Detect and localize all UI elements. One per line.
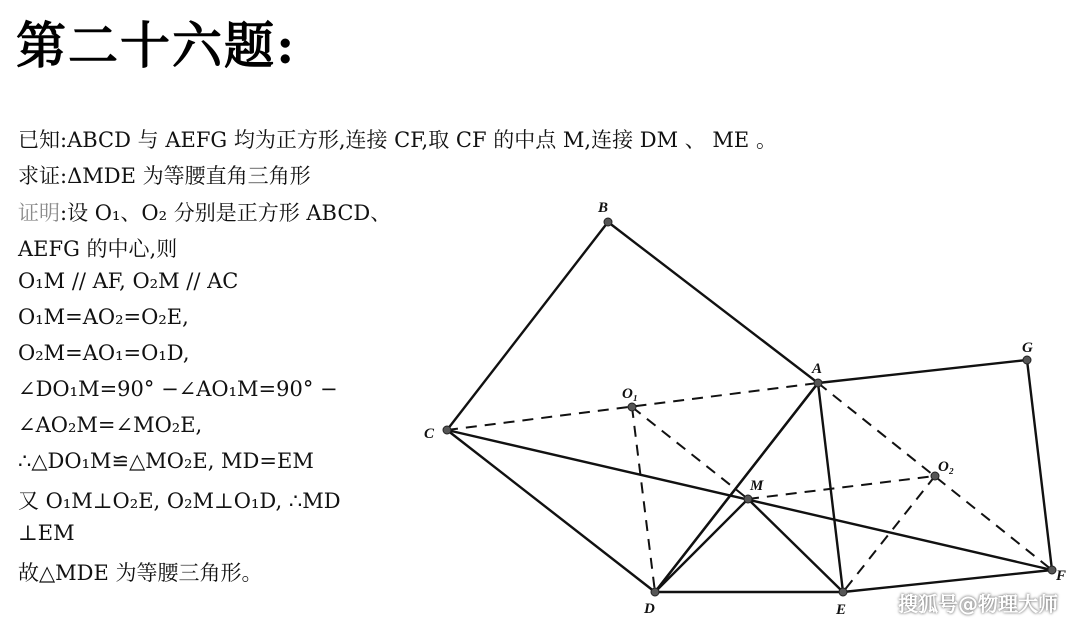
label-o2: O₂ — [938, 459, 955, 475]
problem-title: 第二十六题: — [16, 16, 297, 75]
label-f: F — [1056, 568, 1067, 584]
proof-line-5: O₂M=AO₁=O₁D, — [18, 341, 190, 365]
point-o1 — [628, 403, 636, 411]
label-c: C — [424, 426, 435, 442]
point-g — [1023, 356, 1031, 364]
point-d — [651, 588, 659, 596]
point-f — [1048, 566, 1056, 574]
segment-me — [748, 499, 843, 592]
label-a: A — [812, 361, 823, 377]
point-e — [839, 588, 847, 596]
segment-dm — [655, 499, 748, 592]
proof-line-6: ∠DO₁M=90° −∠AO₁M=90° − — [18, 377, 338, 401]
watermark: 搜狐号@物理大师 — [898, 592, 1058, 616]
proof-line-3: O₁M // AF, O₂M // AC — [18, 269, 239, 293]
prove-statement: 求证:ΔMDE 为等腰直角三角形 — [18, 164, 311, 188]
label-d: D — [644, 601, 655, 617]
dashed-o2e — [843, 476, 935, 592]
label-m: M — [750, 478, 764, 494]
proof-line-9: 又 O₁M⊥O₂E, O₂M⊥O₁D, ∴MD — [18, 489, 341, 513]
dashed-o1d — [632, 407, 655, 592]
segment-da — [655, 383, 818, 592]
proof-line-1-text: :设 O₁、O₂ 分别是正方形 ABCD、 — [60, 201, 392, 225]
label-b: B — [598, 200, 609, 216]
point-b — [604, 218, 612, 226]
proof-line-7: ∠AO₂M=∠MO₂E, — [18, 413, 203, 437]
point-c — [443, 426, 451, 434]
dashed-mo2 — [748, 476, 935, 499]
proof-line-2: AEFG 的中心,则 — [18, 237, 178, 261]
given-statement: 已知:ABCD 与 AEFG 均为正方形,连接 CF,取 CF 的中点 M,连接 DM 、 ME 。 — [18, 128, 777, 152]
label-g: G — [1022, 340, 1033, 356]
label-e: E — [836, 602, 847, 618]
label-o1: O₁ — [622, 386, 639, 402]
proof-line-4: O₁M=AO₂=O₂E, — [18, 305, 189, 329]
point-a — [814, 379, 822, 387]
proof-line-11: 故△MDE 为等腰三角形。 — [18, 561, 263, 585]
proof-label: 证明 — [18, 201, 60, 225]
point-m — [744, 495, 752, 503]
proof-line-10: ⊥EM — [18, 521, 75, 545]
proof-line-8: ∴△DO₁M≌△MO₂E, MD=EM — [18, 449, 314, 473]
